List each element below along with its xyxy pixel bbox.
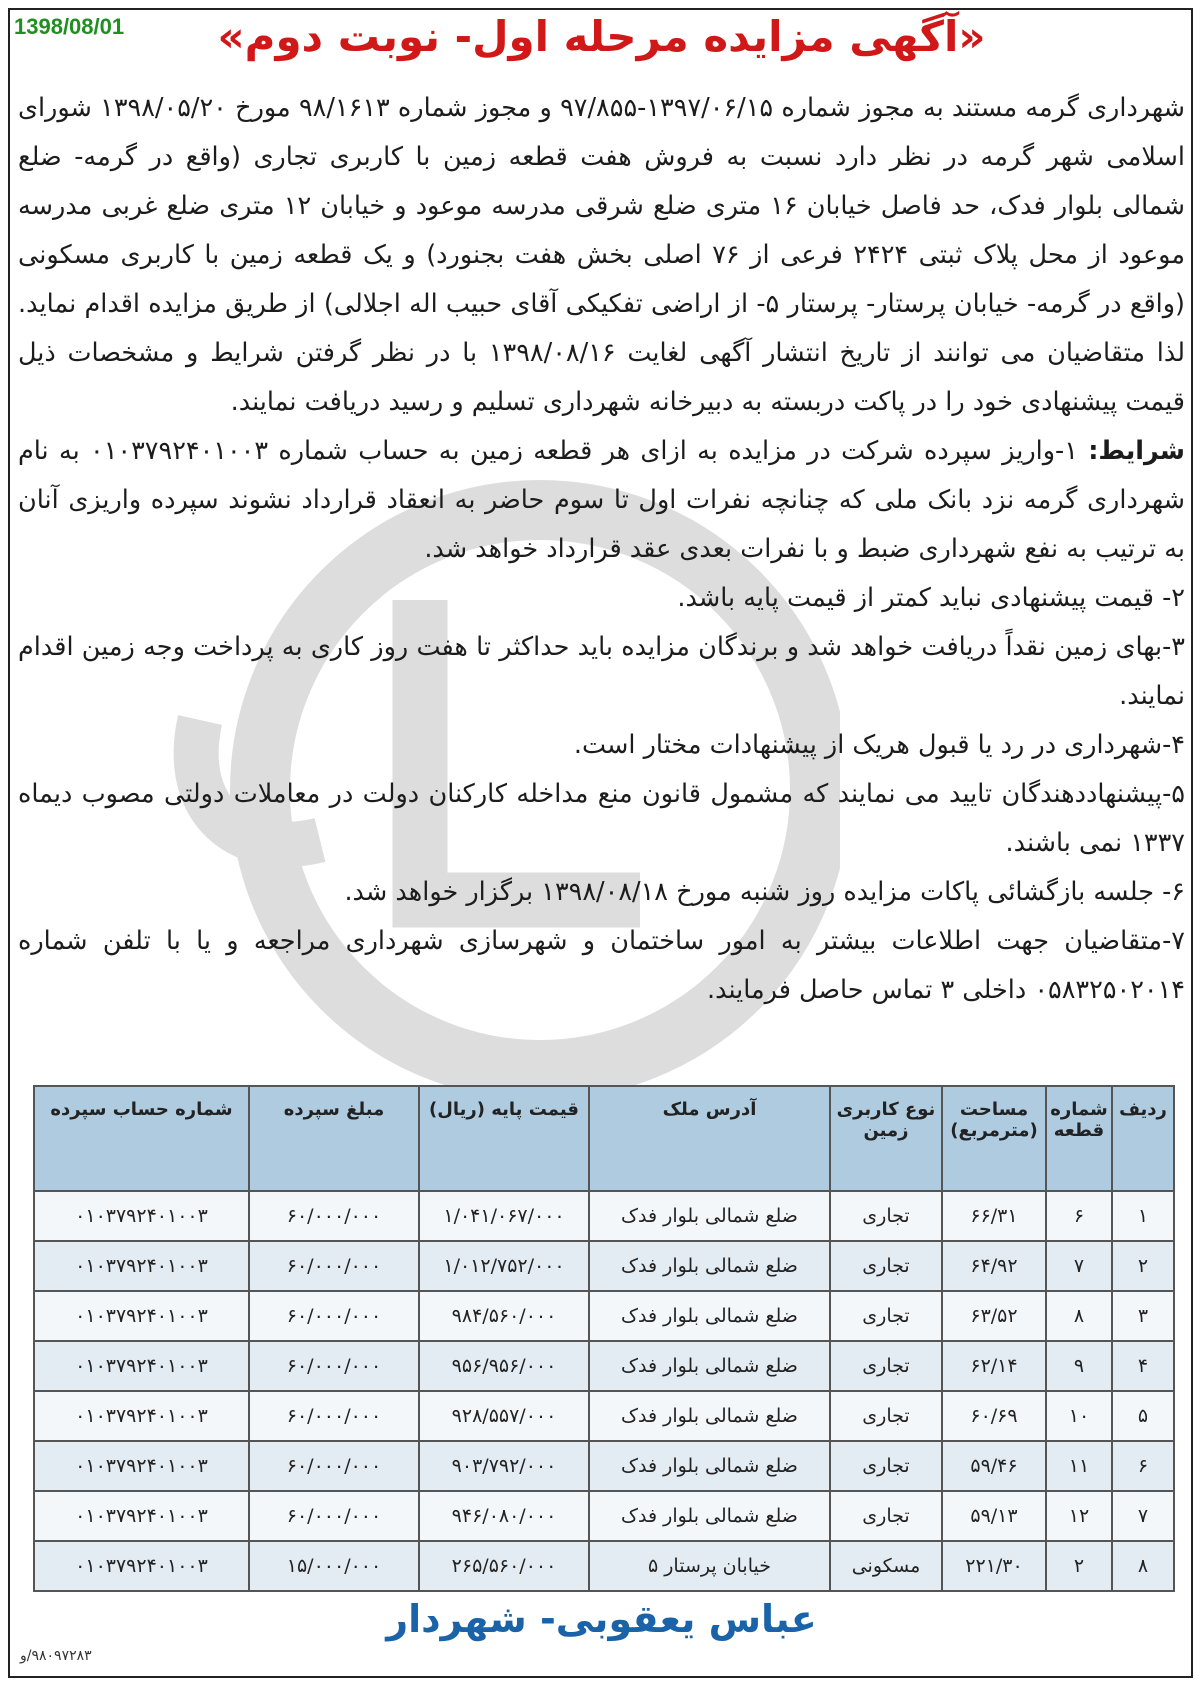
header-lot-number: شماره قطعه bbox=[1046, 1086, 1112, 1191]
cell-area: ۵۹/۱۳ bbox=[942, 1491, 1046, 1541]
cell-account-number: ۰۱۰۳۷۹۲۴۰۱۰۰۳ bbox=[34, 1291, 249, 1341]
cell-lot-number: ۱۱ bbox=[1046, 1441, 1112, 1491]
cell-area: ۶۶/۳۱ bbox=[942, 1191, 1046, 1241]
notice-title: «آگهی مزایده مرحله اول- نوبت دوم» bbox=[217, 12, 986, 61]
lots-table bbox=[33, 1085, 1175, 1592]
cell-base-price: ۲۶۵/۵۶۰/۰۰۰ bbox=[419, 1541, 589, 1591]
cell-account-number: ۰۱۰۳۷۹۲۴۰۱۰۰۳ bbox=[34, 1241, 249, 1291]
cell-base-price: ۹۴۶/۰۸۰/۰۰۰ bbox=[419, 1491, 589, 1541]
cell-lot-number: ۲ bbox=[1046, 1541, 1112, 1591]
cell-deposit: ۶۰/۰۰۰/۰۰۰ bbox=[249, 1441, 419, 1491]
header-row-number: ردیف bbox=[1112, 1086, 1174, 1191]
condition-6: ۶- جلسه بازگشائی پاکات مزایده روز شنبه مورخ ۱۳۹۸/۰۸/۱۸ برگزار خواهد شد. bbox=[344, 877, 1185, 907]
condition-1 bbox=[18, 427, 1185, 574]
conditions-label: شرایط: bbox=[1088, 436, 1185, 466]
cell-area: ۶۳/۵۲ bbox=[942, 1291, 1046, 1341]
cell-base-price: ۹۵۶/۹۵۶/۰۰۰ bbox=[419, 1341, 589, 1391]
cell-row-number: ۷ bbox=[1112, 1491, 1174, 1541]
cell-address: ضلع شمالی بلوار فدک bbox=[589, 1341, 830, 1391]
cell-area: ۶۰/۶۹ bbox=[942, 1391, 1046, 1441]
condition-3: ۳-بهای زمین نقداً دریافت خواهد شد و برندگان مزایده باید حداکثر تا هفت روز کاری به پرداخت وجه زمین اقدام نمایند. bbox=[18, 632, 1185, 711]
cell-area: ۲۲۱/۳۰ bbox=[942, 1541, 1046, 1591]
cell-deposit: ۱۵/۰۰۰/۰۰۰ bbox=[249, 1541, 419, 1591]
cell-land-use: تجاری bbox=[830, 1441, 942, 1491]
header-base-price: قیمت پایه (ریال) bbox=[419, 1086, 589, 1191]
cell-address: ضلع شمالی بلوار فدک bbox=[589, 1441, 830, 1491]
cell-address: ضلع شمالی بلوار فدک bbox=[589, 1391, 830, 1441]
condition-7: ۷-متقاضیان جهت اطلاعات بیشتر به امور ساختمان و شهرسازی شهرداری مراجعه و یا با تلفن شماره ۰۵۸۳۲۵۰۲۰۱۴ داخلی ۳ تماس حاصل فرمایند. bbox=[18, 926, 1185, 1005]
cell-lot-number: ۱۰ bbox=[1046, 1391, 1112, 1441]
condition-4: ۴-شهرداری در رد یا قبول هریک از پیشنهادات مختار است. bbox=[573, 730, 1185, 760]
cell-deposit: ۶۰/۰۰۰/۰۰۰ bbox=[249, 1241, 419, 1291]
table-row bbox=[34, 1441, 1174, 1491]
intro-paragraph: شهرداری گرمه مستند به مجوز شماره ۱۳۹۷/۰۶/۱۵-۹۷/۸۵۵ و مجوز شماره ۹۸/۱۶۱۳ مورخ ۱۳۹۸/۰۵/۲۰ شورای اسلامی شهر گرمه در نظر دارد نسبت به فروش هفت قطعه زمین با کاربری تجاری (واقع در گرمه- ضلع شمالی بلوار فدک، حد فاصل خیابان ۱۶ متری ضلع شرقی مدرسه موعود و خیابان ۱۲ متری ضلع غربی مدرسه موعود از محل پلاک ثبتی ۲۴۲۴ فرعی از ۷۶ اصلی بخش هفت بجنورد) و یک قطعه زمین با کاربری مسکونی (واقع در گرمه- خیابان پرستار- پرستار ۵- از اراضی تفکیکی آقای حبیب اله اجلالی) از طریق مزایده اقدام نماید. لذا متقاضیان می توانند از تاریخ انتشار آگهی لغایت ۱۳۹۸/۰۸/۱۶ با در نظر گرفتن شرایط و مشخصات ذیل قیمت پیشنهادی خود را در پاکت دربسته به دبیرخانه شهرداری تسلیم و رسید دریافت نمایند. bbox=[18, 93, 1186, 417]
cell-deposit: ۶۰/۰۰۰/۰۰۰ bbox=[249, 1341, 419, 1391]
table-row bbox=[34, 1291, 1174, 1341]
cell-lot-number: ۸ bbox=[1046, 1291, 1112, 1341]
cell-address: ضلع شمالی بلوار فدک bbox=[589, 1291, 830, 1341]
cell-land-use: مسکونی bbox=[830, 1541, 942, 1591]
ad-code: ۹۸۰۹۷۲۸۳/و bbox=[20, 1648, 92, 1664]
table-row bbox=[34, 1541, 1174, 1591]
cell-account-number: ۰۱۰۳۷۹۲۴۰۱۰۰۳ bbox=[34, 1391, 249, 1441]
date-stamp: 1398/08/01 bbox=[14, 14, 125, 39]
table-header-row bbox=[34, 1086, 1174, 1191]
table-row bbox=[34, 1191, 1174, 1241]
header-account-number: شماره حساب سپرده bbox=[34, 1086, 249, 1191]
cell-area: ۶۲/۱۴ bbox=[942, 1341, 1046, 1391]
condition-5: ۵-پیشنهاددهندگان تایید می نمایند که مشمول قانون منع مداخله کارکنان دولت در معاملات دولتی مصوب دیماه ۱۳۳۷ نمی باشند. bbox=[18, 779, 1185, 858]
cell-address: خیابان پرستار ۵ bbox=[589, 1541, 830, 1591]
cell-lot-number: ۶ bbox=[1046, 1191, 1112, 1241]
cell-land-use: تجاری bbox=[830, 1291, 942, 1341]
cell-deposit: ۶۰/۰۰۰/۰۰۰ bbox=[249, 1491, 419, 1541]
cell-row-number: ۲ bbox=[1112, 1241, 1174, 1291]
cell-row-number: ۴ bbox=[1112, 1341, 1174, 1391]
cell-account-number: ۰۱۰۳۷۹۲۴۰۱۰۰۳ bbox=[34, 1341, 249, 1391]
cell-area: ۶۴/۹۲ bbox=[942, 1241, 1046, 1291]
cell-land-use: تجاری bbox=[830, 1191, 942, 1241]
cell-account-number: ۰۱۰۳۷۹۲۴۰۱۰۰۳ bbox=[34, 1541, 249, 1591]
mayor-signature: عباس یعقوبی- شهردار bbox=[386, 1597, 817, 1641]
cell-base-price: ۹۲۸/۵۵۷/۰۰۰ bbox=[419, 1391, 589, 1441]
header-deposit: مبلغ سپرده bbox=[249, 1086, 419, 1191]
cell-address: ضلع شمالی بلوار فدک bbox=[589, 1491, 830, 1541]
cell-row-number: ۶ bbox=[1112, 1441, 1174, 1491]
cell-address: ضلع شمالی بلوار فدک bbox=[589, 1241, 830, 1291]
cell-address: ضلع شمالی بلوار فدک bbox=[589, 1191, 830, 1241]
condition-1-text: ۱-واریز سپرده شرکت در مزایده به ازای هر قطعه زمین به حساب شماره ۰۱۰۳۷۹۲۴۰۱۰۰۳ به نام شهرداری گرمه نزد بانک ملی که چنانچه نفرات اول تا سوم حاضر به انعقاد قرارداد نشوند سپرده واریزی آنان به ترتیب به نفع شهرداری ضبط و با نفرات بعدی عقد قرارداد خواهد شد. bbox=[18, 436, 1185, 564]
cell-land-use: تجاری bbox=[830, 1341, 942, 1391]
cell-land-use: تجاری bbox=[830, 1491, 942, 1541]
cell-base-price: ۹۰۳/۷۹۲/۰۰۰ bbox=[419, 1441, 589, 1491]
table-row bbox=[34, 1241, 1174, 1291]
cell-lot-number: ۹ bbox=[1046, 1341, 1112, 1391]
cell-base-price: ۹۸۴/۵۶۰/۰۰۰ bbox=[419, 1291, 589, 1341]
cell-land-use: تجاری bbox=[830, 1391, 942, 1441]
cell-row-number: ۵ bbox=[1112, 1391, 1174, 1441]
cell-row-number: ۱ bbox=[1112, 1191, 1174, 1241]
cell-row-number: ۳ bbox=[1112, 1291, 1174, 1341]
cell-deposit: ۶۰/۰۰۰/۰۰۰ bbox=[249, 1391, 419, 1441]
notice-body bbox=[18, 84, 1185, 1015]
header-land-use: نوع کاربری زمین bbox=[830, 1086, 942, 1191]
cell-row-number: ۸ bbox=[1112, 1541, 1174, 1591]
cell-lot-number: ۱۲ bbox=[1046, 1491, 1112, 1541]
cell-area: ۵۹/۴۶ bbox=[942, 1441, 1046, 1491]
cell-deposit: ۶۰/۰۰۰/۰۰۰ bbox=[249, 1291, 419, 1341]
cell-account-number: ۰۱۰۳۷۹۲۴۰۱۰۰۳ bbox=[34, 1491, 249, 1541]
condition-2: ۲- قیمت پیشنهادی نباید کمتر از قیمت پایه باشد. bbox=[677, 583, 1185, 613]
table-row bbox=[34, 1491, 1174, 1541]
cell-account-number: ۰۱۰۳۷۹۲۴۰۱۰۰۳ bbox=[34, 1441, 249, 1491]
cell-account-number: ۰۱۰۳۷۹۲۴۰۱۰۰۳ bbox=[34, 1191, 249, 1241]
table-row bbox=[34, 1341, 1174, 1391]
cell-base-price: ۱/۰۴۱/۰۶۷/۰۰۰ bbox=[419, 1191, 589, 1241]
cell-base-price: ۱/۰۱۲/۷۵۲/۰۰۰ bbox=[419, 1241, 589, 1291]
cell-land-use: تجاری bbox=[830, 1241, 942, 1291]
table-row bbox=[34, 1391, 1174, 1441]
header-area: مساحت (مترمربع) bbox=[942, 1086, 1046, 1191]
cell-deposit: ۶۰/۰۰۰/۰۰۰ bbox=[249, 1191, 419, 1241]
header-address: آدرس ملک bbox=[589, 1086, 830, 1191]
cell-lot-number: ۷ bbox=[1046, 1241, 1112, 1291]
